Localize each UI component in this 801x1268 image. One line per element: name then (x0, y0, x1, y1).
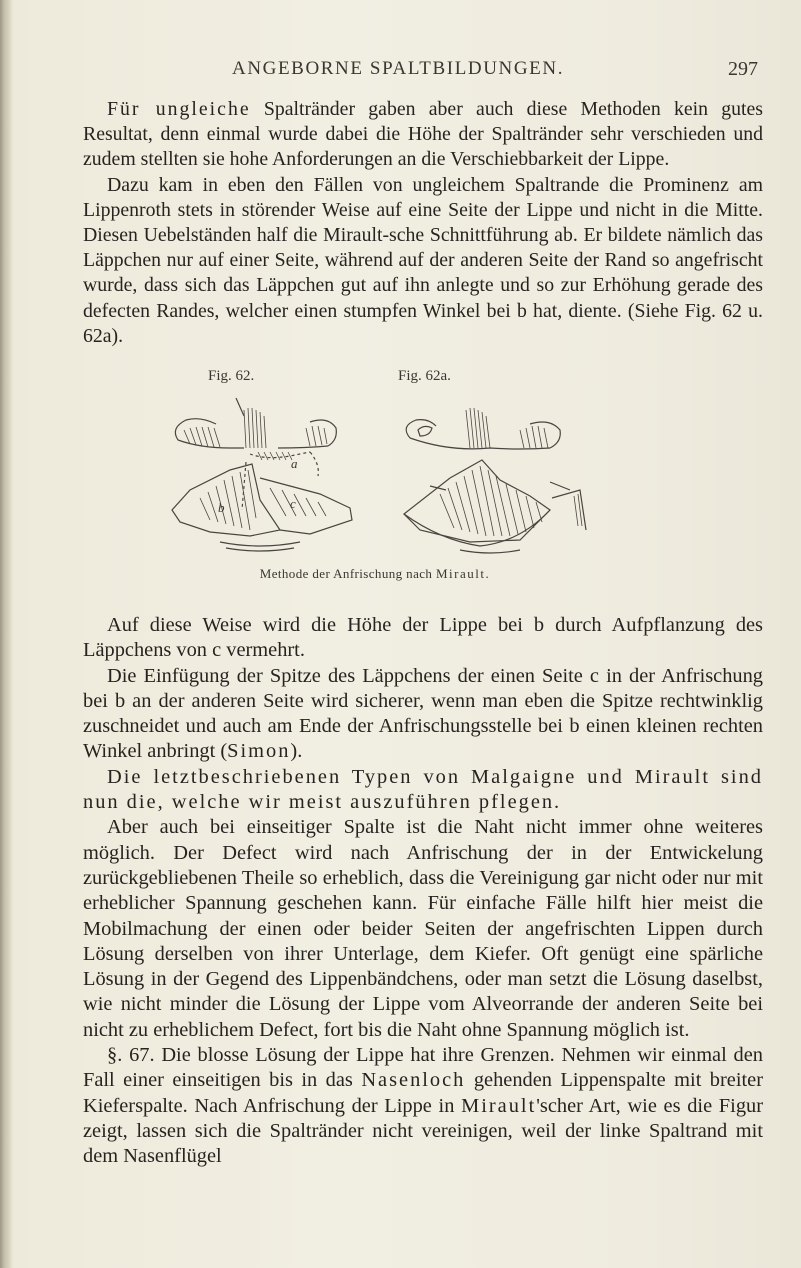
paragraph (83, 97, 763, 173)
paragraph-text: Die Einfügung der Spitze des Läppchens der einen Seite c in der Anfrischung bei b an der anderen Seite wird sicherer, wenn man eben die Spitze rechtwinklig zuschneidet und auch am Ende der Anfrischungsstelle bei b einen kleinen rechten Winkel anbringt ( (83, 664, 763, 763)
figure-62-illustration (160, 390, 360, 560)
paragraph-text: Spaltränder gaben aber auch diese Methoden kein gutes Resultat, denn einmal wurde dabei die Höhe der Spaltränder sehr verschieden und zudem stellten sie hohe Anforderungen an die Verschiebbarkeit der Lippe. (83, 98, 764, 171)
figure-label-62: Fig. 62. (208, 368, 255, 384)
spaced-lead: Für ungleiche (107, 98, 251, 120)
figure-label-62a: Fig. 62a. (398, 368, 451, 384)
paragraph: Dazu kam in eben den Fällen von ungleichem Spaltrande die Prominenz am Lippenroth stets in störender Weise auf eine Seite der Lippe und nicht in die Mitte. Diesen Uebelständen half die Mirault-sche Schnittführung ab. Er bildete nämlich das Läppchen nur auf einer Seite, während auf der anderen Seite der Rand so angefrischt wurde, dass sich das Läppchen gut auf ihn anlegte und so zur Erhöhung gerade des defecten Randes, welcher einen stumpfen Winkel bei b hat, diente. (Siehe Fig. 62 u. 62a). (83, 173, 763, 347)
paragraph-text: gehenden Lippenspalte mit breiter Kieferspalte. Nach Anfrischung der Lippe in (83, 1069, 764, 1117)
paragraph-text: §. 67. Die blosse Lösung der Lippe hat ihre Grenzen. Nehmen wir einmal den Fall einer einseitigen bis in das (83, 1044, 763, 1092)
paragraph (83, 1043, 763, 1169)
figure-area (160, 368, 590, 584)
paragraph-text: 'scher Art, wie es die Figur zeigt, lassen sich die Spaltränder nicht vereinigen, weil der linke Spaltrand mit dem Nasenflügel (83, 1094, 763, 1168)
mark-a: a (291, 456, 298, 471)
author-name: Mirault (461, 1094, 537, 1117)
running-head (0, 58, 801, 82)
mark-b: b (218, 500, 225, 515)
page-edge-shadow (0, 0, 12, 1268)
author-name: Simon (227, 740, 291, 763)
paragraph-text: ). (290, 740, 303, 763)
paragraph (83, 664, 763, 765)
term: Nasenloch (361, 1069, 466, 1092)
paragraph: Auf diese Weise wird die Höhe der Lippe bei b durch Aufpflanzung des Läppchens von c vermehrt. (83, 614, 763, 662)
figure-caption (160, 566, 590, 582)
mark-c: c (290, 496, 296, 511)
caption-author: Mirault. (435, 566, 491, 581)
figure-62a-illustration (390, 390, 590, 560)
text-block-bottom (83, 613, 763, 1170)
page-number: 297 (728, 58, 758, 80)
text-block-top (83, 97, 763, 349)
caption-text: Methode der Anfrischung nach (259, 566, 436, 581)
paragraph: Aber auch bei einseitiger Spalte ist die Naht nicht immer ohne weiteres möglich. Der Defect wird nach Anfrischung der in der Entwickelung zurückgebliebenen Theile so erheblich, dass die Vereinigung gar nicht oder nur mit erheblicher Spannung geschehen kann. Für einfache Fälle hilft hier meist die Mobilmachung der einen oder beider Seiten der angefrischten Lippen durch Lösung derselben von ihrer Unterlage, dem Kiefer. Oft genügt eine spärliche Lösung in der Gegend des Lippenbändchens, oder man setzt die Lösung daselbst, wie nicht minder die Lösung der Lippe vom Alveorrande der anderen Seite bei nicht zu erheblichem Defect, fort bis die Naht ohne Spannung möglich ist. (83, 816, 763, 1041)
running-title: ANGEBORNE SPALTBILDUNGEN. (232, 58, 565, 79)
paragraph-spaced: Die letztbeschriebenen Typen von Malgaigne und Mirault sind nun die, welche wir meist auszuführen pflegen. (83, 765, 763, 814)
